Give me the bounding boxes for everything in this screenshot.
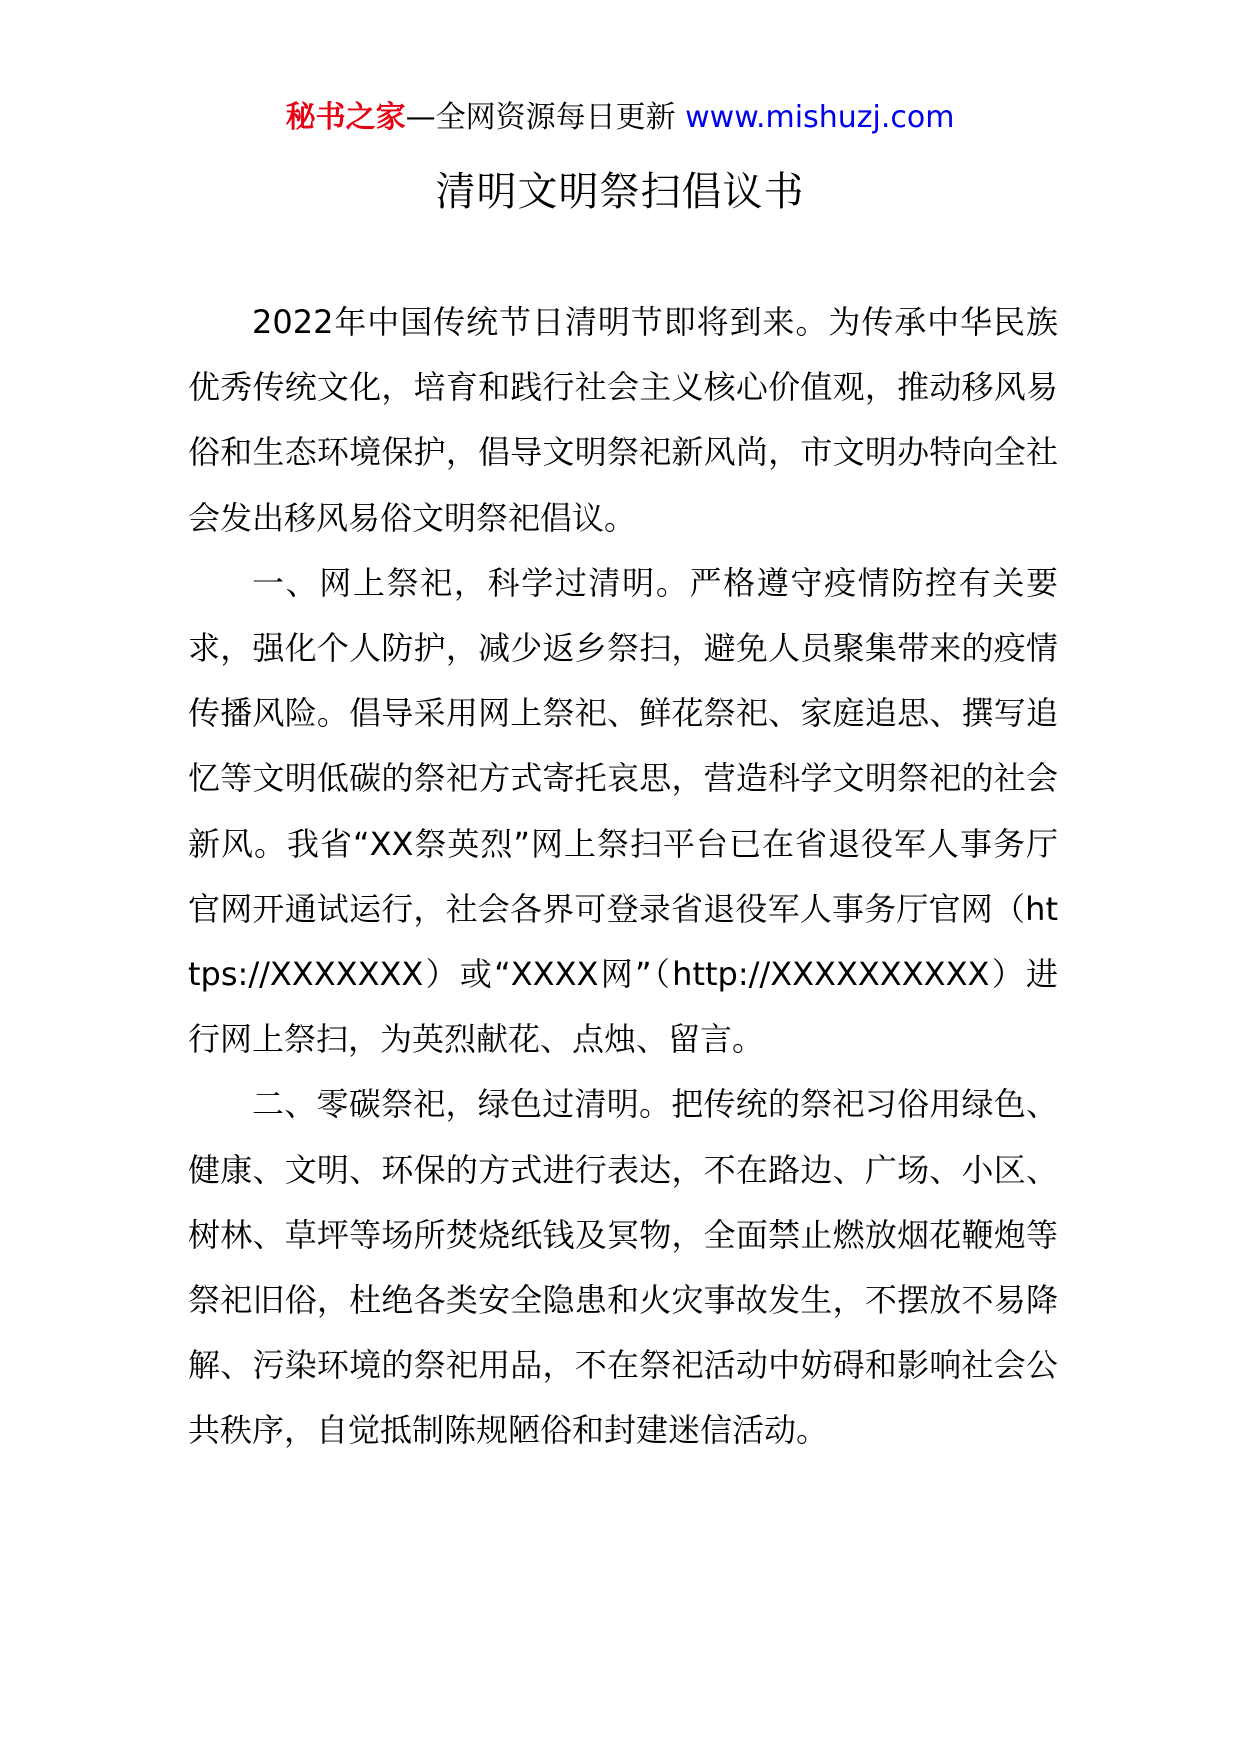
paragraph-intro: 2022年中国传统节日清明节即将到来。为传承中华民族优秀传统文化，培育和践行社会主义核心价值观，推动移风易俗和生态环境保护，倡导文明祭祀新风尚，市文明办特向全社会发出移风易俗文明祭祀倡议。 [188, 303, 1058, 537]
document-title: 清明文明祭扫倡议书 [435, 169, 805, 215]
site-header [0, 98, 1240, 138]
paragraph-section-2: 二、零碳祭祀，绿色过清明。把传统的祭祀习俗用绿色、健康、文明、环保的方式进行表达，不在路边、广场、小区、树林、草坪等场所焚烧纸钱及冥物，全面禁止燃放烟花鞭炮等祭祀旧俗，杜绝各类安全隐患和火灾事故发生，不摆放不易降解、污染环境的祭祀用品，不在祭祀活动中妨碍和影响社会公共秩序，自觉抵制陈规陋俗和封建迷信活动。 [188, 1085, 1058, 1450]
brand-name: 秘书之家 [285, 100, 406, 135]
header-tagline: —全网资源每日更新 [405, 100, 676, 135]
site-url-link[interactable]: www.mishuzj.com [685, 100, 955, 135]
paragraph-section-1: 一、网上祭祀，科学过清明。严格遵守疫情防控有关要求，强化个人防护，减少返乡祭扫，避免人员聚集带来的疫情传播风险。倡导采用网上祭祀、鲜花祭祀、家庭追思、撰写追忆等文明低碳的祭祀方式寄托哀思，营造科学文明祭祀的社会新风。我省“XX祭英烈”网上祭扫平台已在省退役军人事务厅官网开通试运行，社会各界可登录省退役军人事务厅官网（https://XXXXXXX）或“XXXX网”（http://XXXXXXXXXX）进行网上祭扫，为英烈献花、点烛、留言。 [188, 563, 1058, 1059]
document-body [188, 290, 1058, 1464]
